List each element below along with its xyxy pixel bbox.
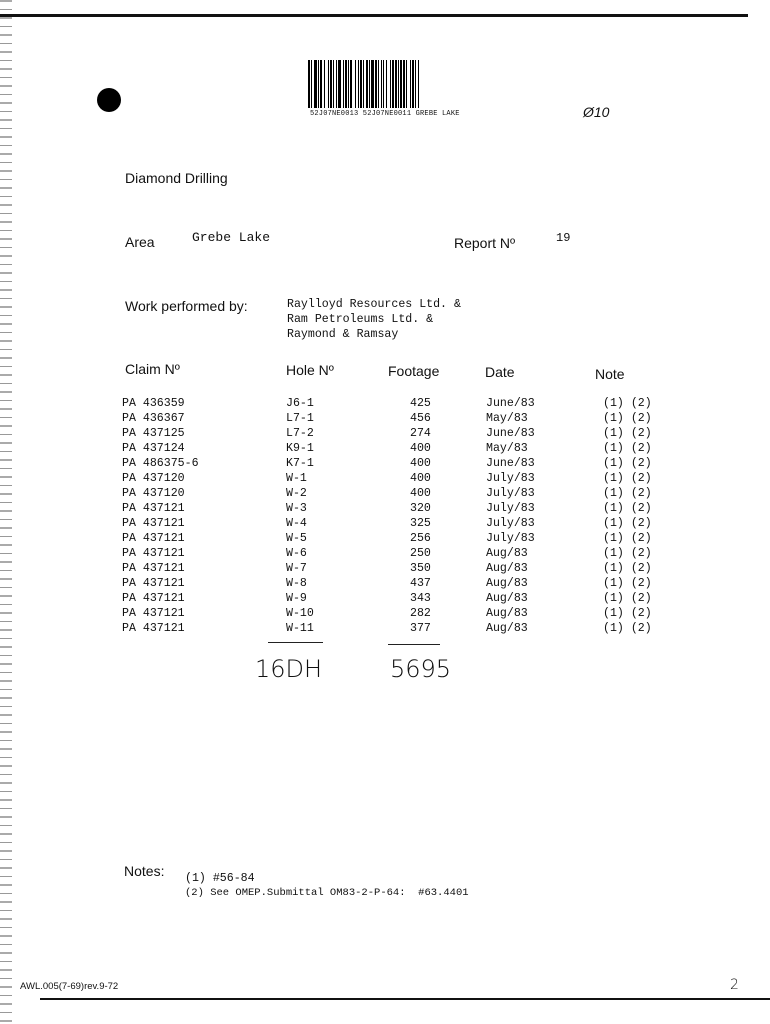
barcode [308,60,526,108]
top-border-line [0,14,748,17]
footage-cell: 400 [410,487,431,500]
date-cell: Aug/83 [486,562,528,575]
table-row [0,411,770,426]
hole-cell: W-9 [286,592,307,605]
claim-cell: PA 436359 [122,397,185,410]
table-row [0,561,770,576]
table-row [0,426,770,441]
date-cell: Aug/83 [486,592,528,605]
date-cell: Aug/83 [486,622,528,635]
column-header-note: Note [595,366,625,382]
date-cell: Aug/83 [486,547,528,560]
claim-cell: PA 437120 [122,487,185,500]
table-row [0,591,770,606]
note-1: (1) #56-84 [185,872,255,885]
hole-cell: J6-1 [286,397,314,410]
column-header-footage: Footage [388,363,440,379]
footage-cell: 377 [410,622,431,635]
claim-cell: PA 437124 [122,442,185,455]
claim-cell: PA 437121 [122,517,185,530]
hole-cell: W-4 [286,517,307,530]
footage-cell: 400 [410,442,431,455]
total-holes: 16DH [255,655,323,683]
footage-cell: 400 [410,472,431,485]
date-cell: May/83 [486,442,528,455]
work-line-1: Raylloyd Resources Ltd. & [287,298,461,311]
hole-cell: K7-1 [286,457,314,470]
date-cell: May/83 [486,412,528,425]
footage-cell: 274 [410,427,431,440]
table-row [0,456,770,471]
table-row [0,501,770,516]
note-cell: (1) (2) [603,562,652,575]
claim-cell: PA 437120 [122,472,185,485]
date-cell: July/83 [486,472,535,485]
footage-cell: 282 [410,607,431,620]
date-cell: July/83 [486,517,535,530]
note-cell: (1) (2) [603,532,652,545]
table-row [0,606,770,621]
work-label: Work performed by: [125,298,248,314]
hole-cell: W-11 [286,622,314,635]
hole-cell: W-6 [286,547,307,560]
note-cell: (1) (2) [603,607,652,620]
report-label: Report Nº [454,235,516,251]
hole-cell: W-10 [286,607,314,620]
total-footage: 5695 [390,655,452,683]
claim-cell: PA 437121 [122,607,185,620]
column-header-hole: Hole Nº [286,362,334,378]
date-cell: July/83 [486,502,535,515]
note-cell: (1) (2) [603,622,652,635]
footage-cell: 250 [410,547,431,560]
footage-cell: 400 [410,457,431,470]
note-cell: (1) (2) [603,442,652,455]
date-cell: June/83 [486,397,535,410]
table-row [0,441,770,456]
report-value: 19 [556,231,571,245]
date-cell: Aug/83 [486,607,528,620]
footage-cell: 456 [410,412,431,425]
note-cell: (1) (2) [603,502,652,515]
footage-cell: 425 [410,397,431,410]
note-cell: (1) (2) [603,427,652,440]
area-label: Area [125,234,155,250]
hole-cell: W-5 [286,532,307,545]
hole-cell: W-1 [286,472,307,485]
claim-cell: PA 486375-6 [122,457,199,470]
note-cell: (1) (2) [603,487,652,500]
note-cell: (1) (2) [603,517,652,530]
claim-cell: PA 437121 [122,502,185,515]
note-cell: (1) (2) [603,547,652,560]
claim-cell: PA 437121 [122,592,185,605]
note-cell: (1) (2) [603,457,652,470]
holes-total-rule [268,642,323,643]
footage-total-rule [388,644,440,645]
drilling-table [0,396,770,636]
note-cell: (1) (2) [603,472,652,485]
hole-cell: K9-1 [286,442,314,455]
table-row [0,471,770,486]
table-row [0,531,770,546]
hole-cell: L7-2 [286,427,314,440]
claim-cell: PA 437121 [122,547,185,560]
note-cell: (1) (2) [603,592,652,605]
page-code: Ø10 [583,104,610,120]
area-value: Grebe Lake [192,230,271,245]
column-header-claim: Claim Nº [125,361,180,377]
barcode-bar [419,60,420,108]
form-code: AWL.005(7-69)rev.9-72 [20,981,119,992]
bottom-border-line [40,998,770,1000]
footage-cell: 320 [410,502,431,515]
hole-cell: W-2 [286,487,307,500]
footage-cell: 256 [410,532,431,545]
footage-cell: 437 [410,577,431,590]
hole-cell: W-8 [286,577,307,590]
claim-cell: PA 436367 [122,412,185,425]
hole-cell: L7-1 [286,412,314,425]
table-row [0,621,770,636]
hole-cell: W-3 [286,502,307,515]
date-cell: Aug/83 [486,577,528,590]
note-2: (2) See OMEP.Submittal OM83-2-P-64: #63.4401 [185,887,469,899]
document-title: Diamond Drilling [125,170,228,186]
footage-cell: 350 [410,562,431,575]
claim-cell: PA 437121 [122,562,185,575]
note-cell: (1) (2) [603,412,652,425]
date-cell: June/83 [486,457,535,470]
date-cell: July/83 [486,532,535,545]
barcode-text: 52J07NE0013 52J07NE0011 GREBE LAKE [310,110,460,118]
hole-cell: W-7 [286,562,307,575]
claim-cell: PA 437125 [122,427,185,440]
table-row [0,516,770,531]
table-row [0,486,770,501]
table-row [0,396,770,411]
note-cell: (1) (2) [603,397,652,410]
claim-cell: PA 437121 [122,577,185,590]
notes-label: Notes: [124,863,165,879]
page-mark: 2 [730,977,739,993]
work-line-2: Ram Petroleums Ltd. & [287,313,434,326]
claim-cell: PA 437121 [122,532,185,545]
punch-hole [97,88,121,112]
footage-cell: 325 [410,517,431,530]
table-row [0,546,770,561]
work-line-3: Raymond & Ramsay [287,328,399,341]
date-cell: July/83 [486,487,535,500]
table-row [0,576,770,591]
column-header-date: Date [485,364,515,380]
note-cell: (1) (2) [603,577,652,590]
claim-cell: PA 437121 [122,622,185,635]
footage-cell: 343 [410,592,431,605]
date-cell: June/83 [486,427,535,440]
